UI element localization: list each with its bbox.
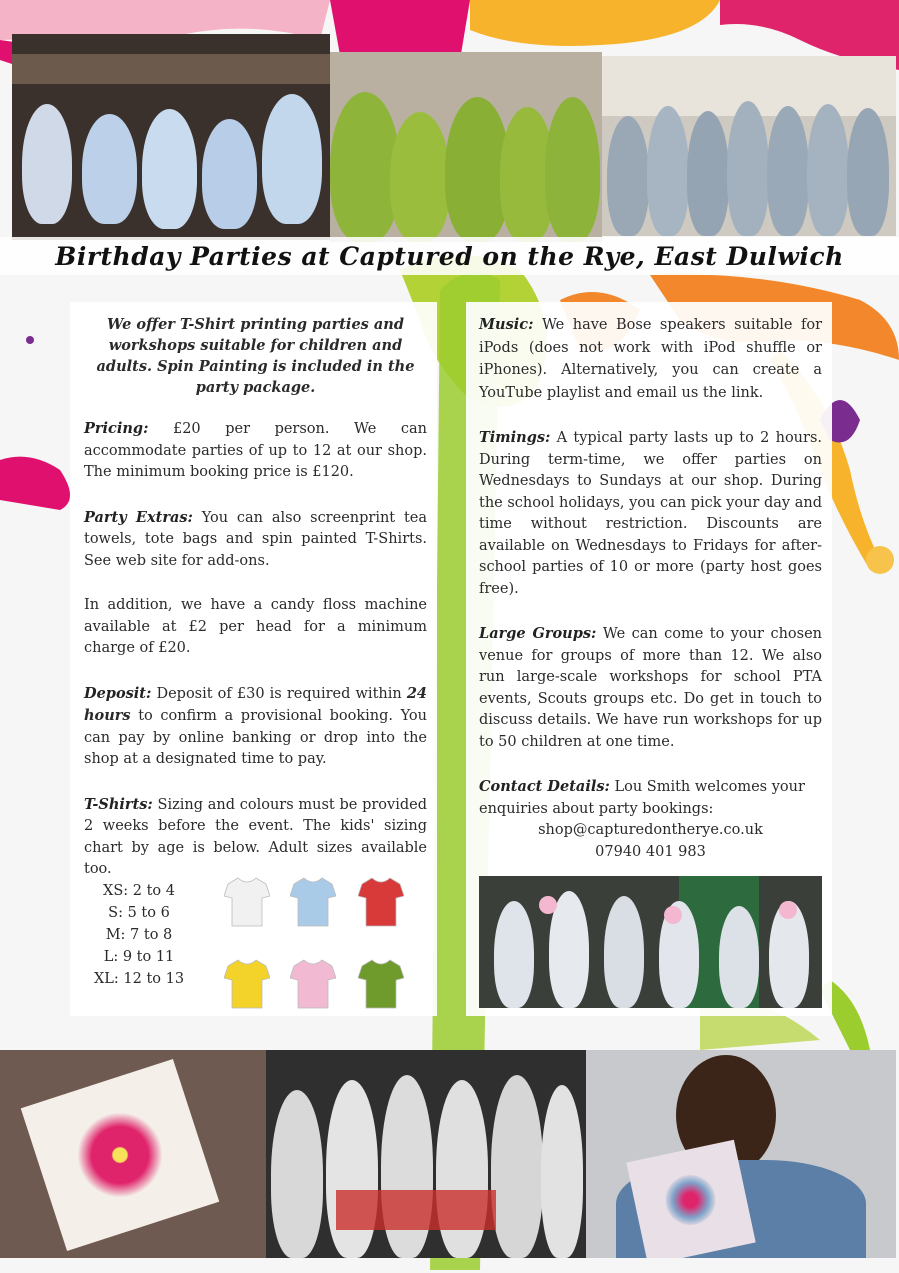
size-row: S: 5 to 6 [108,905,170,921]
photo-child-with-painting [586,1050,896,1258]
music-text: We have Bose speakers suitable for iPods (does not work with iPod shuffle or iPhones). Alternatively, you can create a YouTube playlist and email us the link. [479,317,822,401]
photo-children-green-tshirts [330,52,602,242]
photo-children-arms-raised [602,56,896,236]
timings-heading: Timings: [479,429,551,446]
page-title: Birthday Parties at Captured on the Rye, East Dulwich [55,241,844,271]
photo-spin-painting [0,1050,266,1258]
contact-email[interactable]: shop@capturedontherye.co.uk [538,822,763,838]
deposit-emphasis: 24 hours [84,684,428,724]
tshirt-green-icon [358,958,404,1010]
tshirts-section [84,794,427,881]
title-band [0,237,899,275]
extras-text: You can also screenprint tea towels, tote bags and spin painted T-Shirts. See web site for add-ons. [84,509,428,569]
deposit-text-1: Deposit of £30 is required within [156,685,402,702]
photo-children-holding-tshirts [12,34,330,240]
tshirt-white-icon [224,876,270,928]
candy-floss-text: In addition, we have a candy floss machine available at £2 per head for a minimum charge of £20. [84,597,427,656]
tshirts-heading: T-Shirts: [84,795,153,813]
size-row: L: 9 to 11 [103,949,175,965]
groups-section [479,623,822,753]
size-chart [84,880,194,990]
pricing-heading: Pricing: [84,420,149,437]
contact-text: Lou Smith welcomes your enquiries about party bookings: [479,779,805,817]
pricing-section [84,418,427,484]
left-info-panel [70,302,437,1016]
extras-section [84,507,427,573]
tshirts-text: Sizing and colours must be provided 2 weeks before the event. The kids' sizing chart by age is below. Adult sizes available too. [84,796,427,877]
groups-heading: Large Groups: [479,625,597,642]
size-row: XS: 2 to 4 [103,883,175,899]
groups-text: We can come to your chosen venue for groups of more than 12. We also run large-scale workshops for school PTA events, Scouts groups etc. Do get in touch to discuss details. We have run workshops for up to 50 children at one time. [479,626,822,750]
deposit-heading: Deposit: [84,684,152,702]
tshirt-red-icon [358,876,404,928]
right-info-panel [466,302,832,1016]
size-row: XL: 12 to 13 [93,971,185,987]
deposit-section [84,683,427,771]
photo-children-candy-floss [479,876,822,1008]
contact-heading: Contact Details: [479,778,610,795]
contact-phone[interactable]: 07940 401 983 [595,843,706,860]
size-row: M: 7 to 8 [105,927,173,943]
extras-heading: Party Extras: [84,508,193,526]
contact-section [479,776,822,820]
timings-text: A typical party lasts up to 2 hours. During term-time, we offer parties on Wednesdays to Sundays at our shop. During the school holidays, you can pick your day and time without restriction. Discounts are available on Wednesdays to Fridays for after-school parties of 10 or more (party host goes free). [479,430,822,597]
photo-group-red-tshirts [266,1050,586,1258]
music-section [479,314,822,404]
intro-text: We offer T-Shirt printing parties and workshops suitable for children and adults. Spin Painting is included in the party package. [96,316,415,396]
tshirt-pink-icon [290,958,336,1010]
pricing-text: £20 per person. We can accommodate parties of up to 12 at our shop. The minimum booking price is £120. [84,421,427,480]
music-heading: Music: [479,316,534,333]
tshirt-light-blue-icon [290,876,336,928]
tshirt-yellow-icon [224,958,270,1010]
deposit-text-2: to confirm a provisional booking. You can pay by online banking or drop into the shop at a designated time to pay. [84,708,428,767]
timings-section [479,427,822,600]
contact-lines [479,820,822,863]
